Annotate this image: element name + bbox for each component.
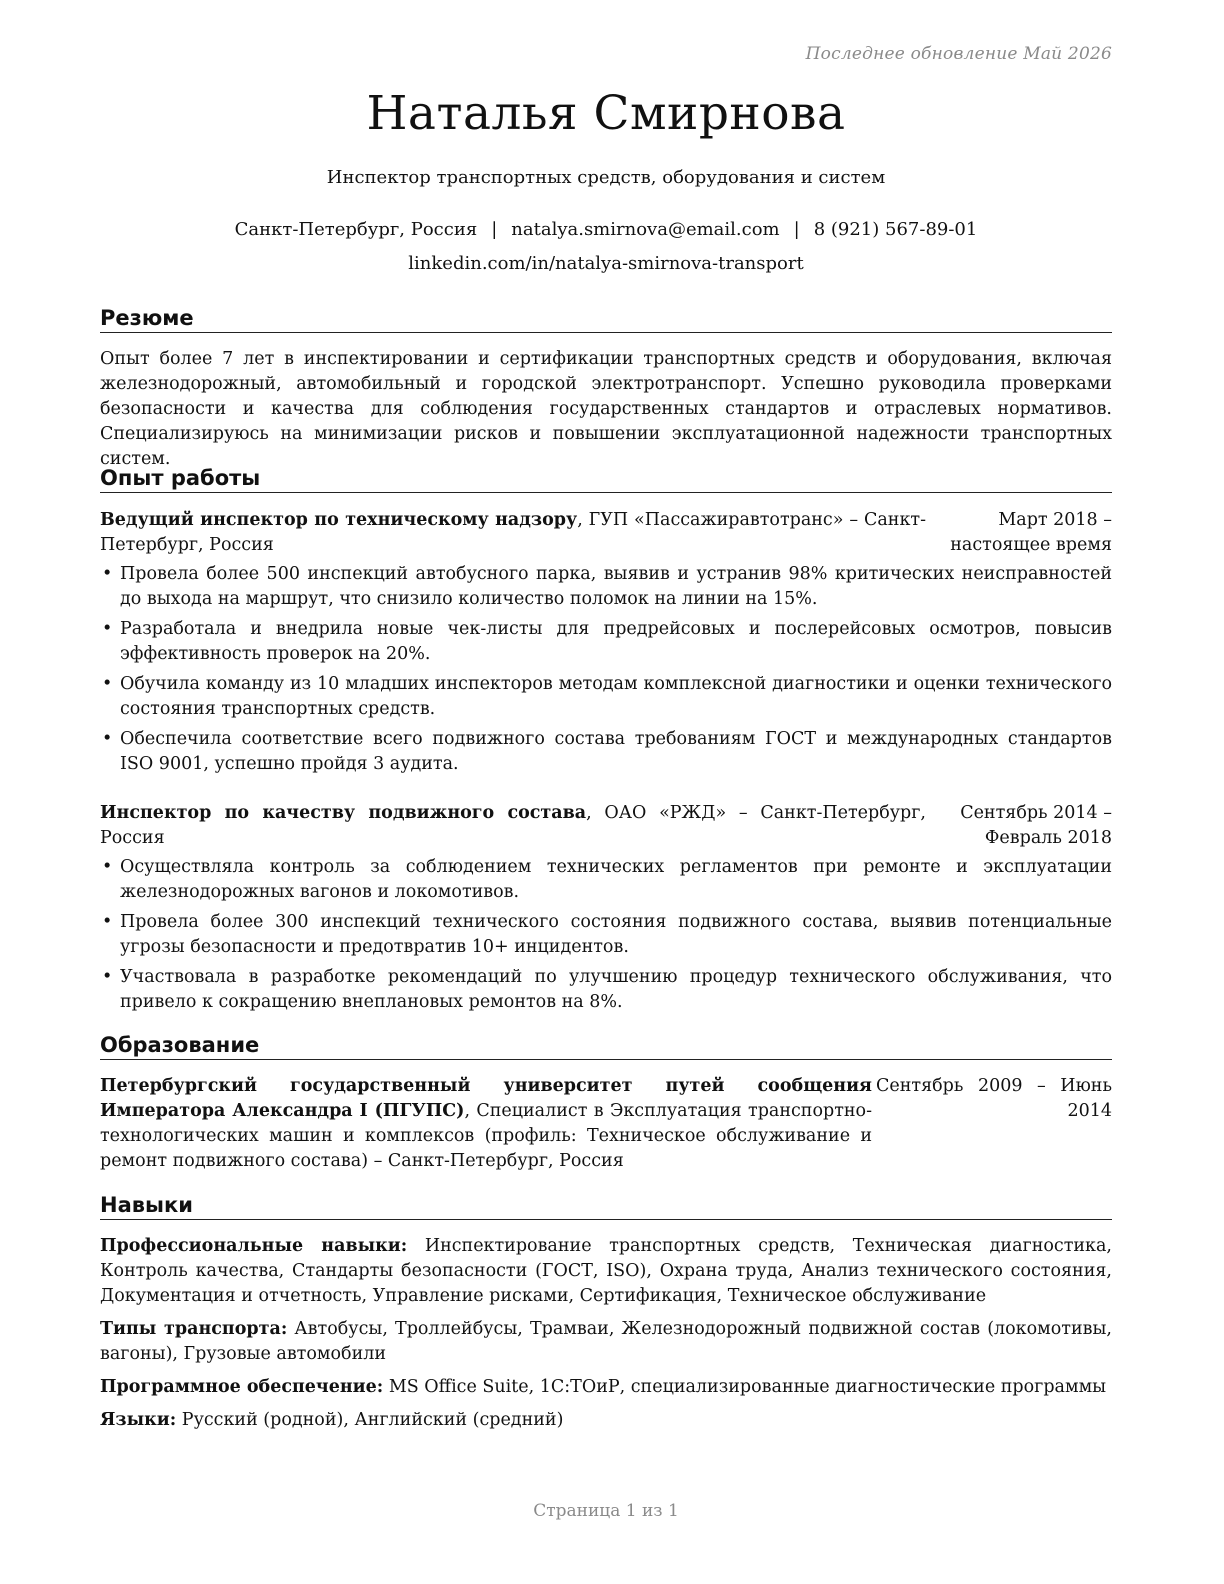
job-dates: Сентябрь 2014 – Февраль 2018 (960, 803, 1112, 848)
candidate-name: Наталья Смирнова (366, 86, 846, 141)
list-item: • Обеспечила соответствие всего подвижного состава требованиям ГОСТ и международных стандартов ISO 9001, успешно пройдя 3 аудита. (100, 727, 1112, 777)
job-entry (100, 801, 1112, 1020)
job-entry (100, 508, 1112, 782)
candidate-title: Инспектор транспортных средств, оборудования и систем (326, 167, 886, 188)
job-title-line (100, 508, 926, 558)
summary-text: Опыт более 7 лет в инспектировании и сертификации транспортных средств и оборудования, включая железнодорожный, автомобильный и городской электротранспорт. Успешно руководила проверками безопасности и качества для соблюдения государственных стандартов и отраслевых нормативов. Специализируюсь на минимизации рисков и повышении эксплуатационной надежности транспортных систем. (100, 349, 1112, 469)
linkedin-link[interactable]: linkedin.com/in/natalya-smirnova-transport (408, 253, 804, 274)
summary-heading: Резюме (100, 305, 1112, 333)
education-details (100, 1074, 872, 1174)
resume-page (100, 0, 1112, 1584)
list-item: • Провела более 300 инспекций технического состояния подвижного состава, выявив потенциальные угрозы безопасности и предотвратив 10+ инцидентов. (100, 910, 1112, 960)
skill-label: Профессиональные навыки: (100, 1236, 408, 1256)
job-bullets (100, 855, 1112, 1015)
education-heading: Образование (100, 1032, 1112, 1060)
job-header (100, 508, 1112, 558)
list-item: • Разработала и внедрила новые чек-листы для предрейсовых и послерейсовых осмотров, повысив эффективность проверок на 20%. (100, 617, 1112, 667)
skill-label: Программное обеспечение: (100, 1377, 384, 1397)
list-item: • Провела более 500 инспекций автобусного парка, выявив и устранив 98% критических неисправностей до выхода на маршрут, что снизило количество поломок на линии на 15%. (100, 562, 1112, 612)
list-item: • Осуществляла контроль за соблюдением технических регламентов при ремонте и эксплуатации железнодорожных вагонов и локомотивов. (100, 855, 1112, 905)
skill-row (100, 1317, 1112, 1367)
job-header (100, 801, 1112, 851)
contact-line (100, 219, 1112, 240)
list-item: • Обучила команду из 10 младших инспекторов методам комплексной диагностики и оценки технического состояния транспортных средств. (100, 672, 1112, 722)
skill-value: Инспектирование транспортных средств, Техническая диагностика, Контроль качества, Стандарты безопасности (ГОСТ, ISO), Охрана труда, Анализ технического состояния, Документация и отчетность, Управление рисками, Сертификация, Техническое обслуживание (100, 1236, 1112, 1306)
skill-label: Типы транспорта: (100, 1319, 288, 1339)
page-number: Страница 1 из 1 (533, 1501, 679, 1521)
skill-value: MS Office Suite, 1С:ТОиР, специализированные диагностические программы (383, 1377, 1107, 1397)
institution: Петербургский государственный университет путей сообщения Императора Александра I (ПГУПС) (100, 1076, 872, 1121)
job-dates: Март 2018 – настоящее время (950, 510, 1112, 555)
separator: | (491, 219, 498, 240)
job-position: Ведущий инспектор по техническому надзору (100, 510, 578, 530)
skill-value: Автобусы, Троллейбусы, Трамваи, Железнодорожный подвижной состав (локомотивы, вагоны), Грузовые автомобили (100, 1319, 1112, 1364)
phone: 8 (921) 567-89-01 (813, 219, 978, 240)
education-dates: Сентябрь 2009 – Июнь 2014 (876, 1076, 1112, 1121)
separator: | (793, 219, 800, 240)
email-link[interactable]: natalya.smirnova@email.com (511, 219, 780, 240)
last-updated: Последнее обновление Май 2026 (805, 44, 1112, 64)
job-employer: , ОАО «РЖД» – Санкт-Петербург, Россия (100, 803, 926, 848)
location: Санкт-Петербург, Россия (234, 219, 478, 240)
job-bullets (100, 562, 1112, 777)
skills-heading: Навыки (100, 1192, 1112, 1220)
job-employer: , ГУП «Пассажиравтотранс» – Санкт-Петербург, Россия (100, 510, 926, 555)
job-position: Инспектор по качеству подвижного состава (100, 803, 587, 823)
list-item: • Участвовала в разработке рекомендаций по улучшению процедур технического обслуживания, что привело к сокращению внеплановых ремонтов на 8%. (100, 965, 1112, 1015)
skill-label: Языки: (100, 1410, 177, 1430)
skills-list (100, 1234, 1112, 1441)
skill-row (100, 1408, 1112, 1433)
skill-value: Русский (родной), Английский (средний) (176, 1410, 564, 1430)
degree: , Специалист в Эксплуатация транспортно-технологических машин и комплексов (профиль: Техническое обслуживание и ремонт подвижного состава) – Санкт-Петербург, Россия (100, 1101, 872, 1171)
job-title-line (100, 801, 926, 851)
skill-row (100, 1375, 1112, 1400)
skill-row (100, 1234, 1112, 1309)
education-entry (100, 1074, 1112, 1174)
experience-heading: Опыт работы (100, 465, 1112, 493)
